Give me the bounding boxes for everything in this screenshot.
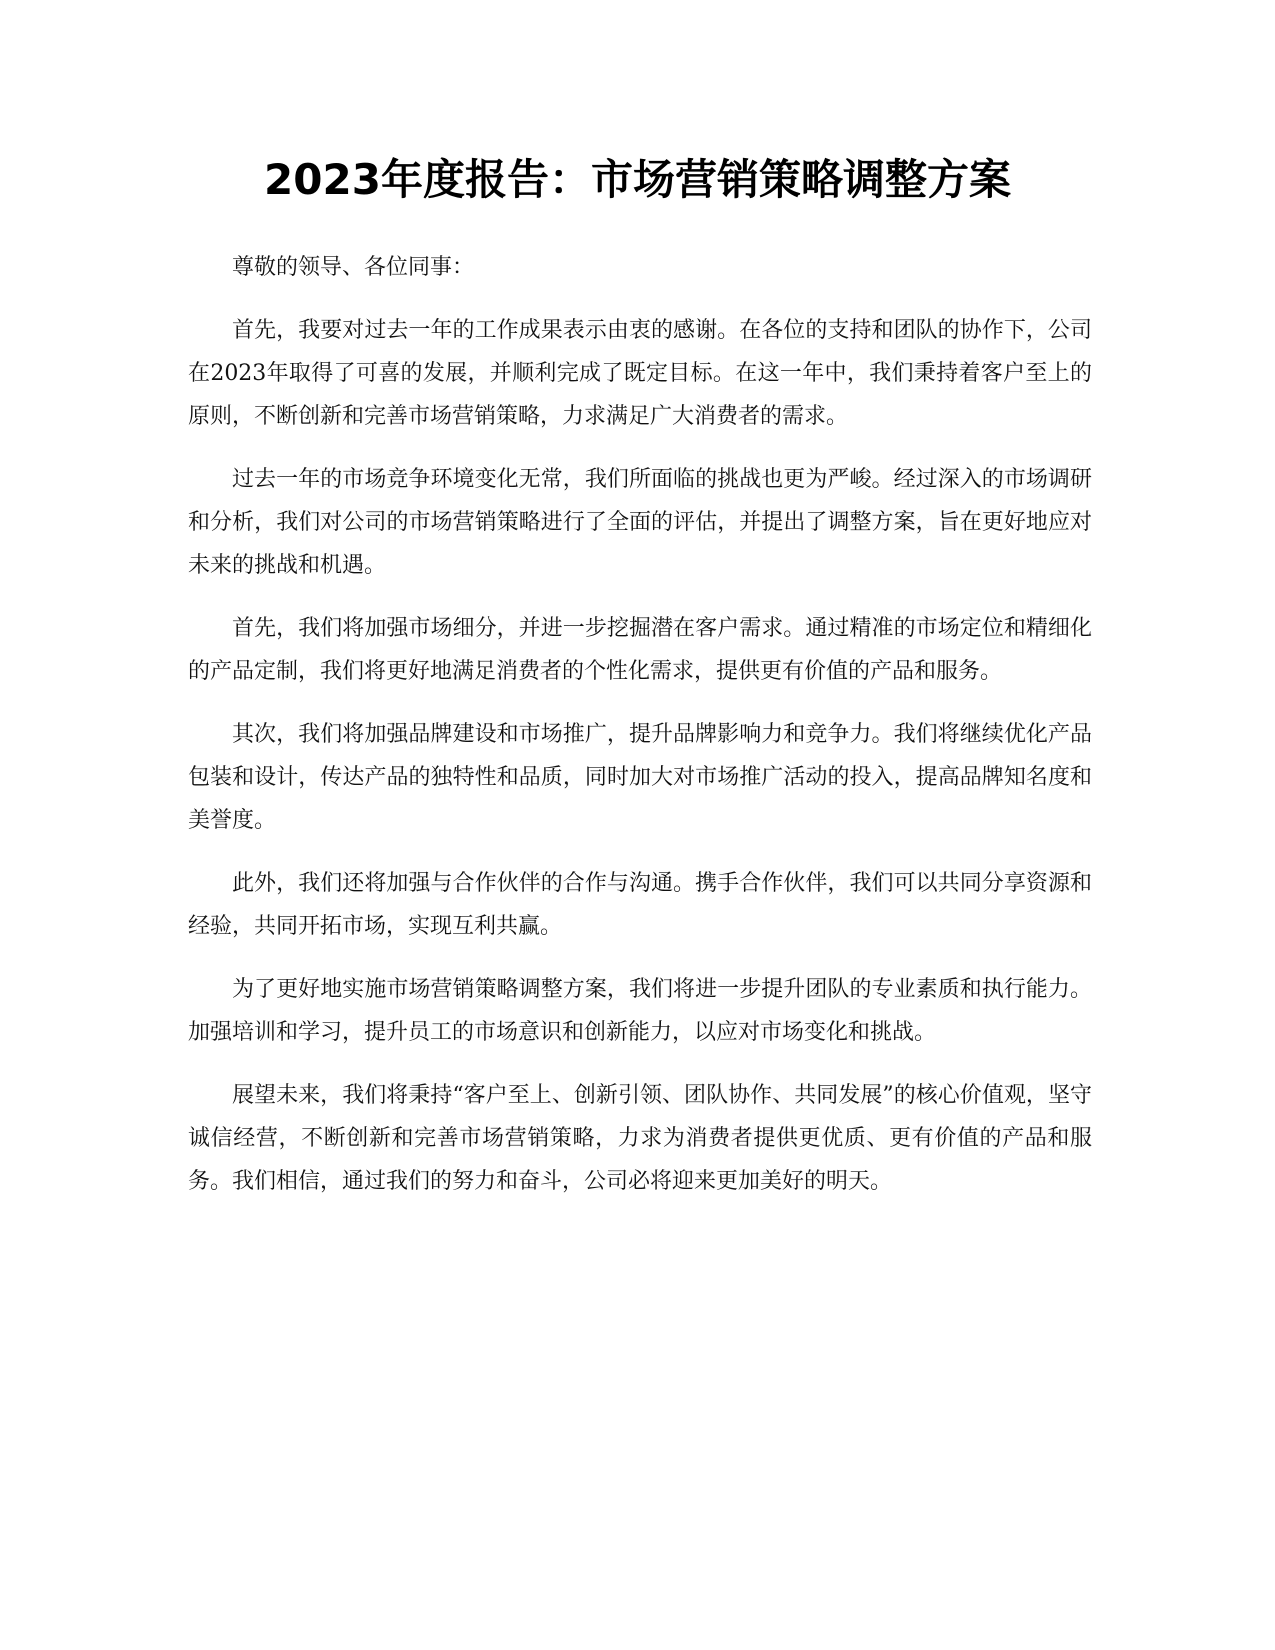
paragraph: 首先，我要对过去一年的工作成果表示由衷的感谢。在各位的支持和团队的协作下，公司在2023年取得了可喜的发展，并顺利完成了既定目标。在这一年中，我们秉持着客户至上的原则，不断创新和完善市场营销策略，力求满足广大消费者的需求。 — [188, 318, 1092, 429]
document-title: 2023年度报告：市场营销策略调整方案 — [264, 155, 1011, 204]
paragraph: 其次，我们将加强品牌建设和市场推广，提升品牌影响力和竞争力。我们将继续优化产品包装和设计，传达产品的独特性和品质，同时加大对市场推广活动的投入，提高品牌知名度和美誉度。 — [188, 722, 1092, 833]
paragraph: 过去一年的市场竞争环境变化无常，我们所面临的挑战也更为严峻。经过深入的市场调研和分析，我们对公司的市场营销策略进行了全面的评估，并提出了调整方案，旨在更好地应对未来的挑战和机遇。 — [188, 467, 1092, 578]
paragraph: 首先，我们将加强市场细分，并进一步挖掘潜在客户需求。通过精准的市场定位和精细化的产品定制，我们将更好地满足消费者的个性化需求，提供更有价值的产品和服务。 — [188, 616, 1092, 684]
greeting: 尊敬的领导、各位同事： — [232, 255, 475, 280]
paragraph: 展望未来，我们将秉持“客户至上、创新引领、团队协作、共同发展”的核心价值观，坚守诚信经营，不断创新和完善市场营销策略，力求为消费者提供更优质、更有价值的产品和服务。我们相信，通过我们的努力和奋斗，公司必将迎来更加美好的明天。 — [188, 1083, 1092, 1194]
document-body — [188, 246, 1092, 1223]
paragraph: 此外，我们还将加强与合作伙伴的合作与沟通。携手合作伙伴，我们可以共同分享资源和经验，共同开拓市场，实现互利共赢。 — [188, 871, 1092, 939]
paragraph: 为了更好地实施市场营销策略调整方案，我们将进一步提升团队的专业素质和执行能力。加强培训和学习，提升员工的市场意识和创新能力，以应对市场变化和挑战。 — [188, 977, 1092, 1045]
